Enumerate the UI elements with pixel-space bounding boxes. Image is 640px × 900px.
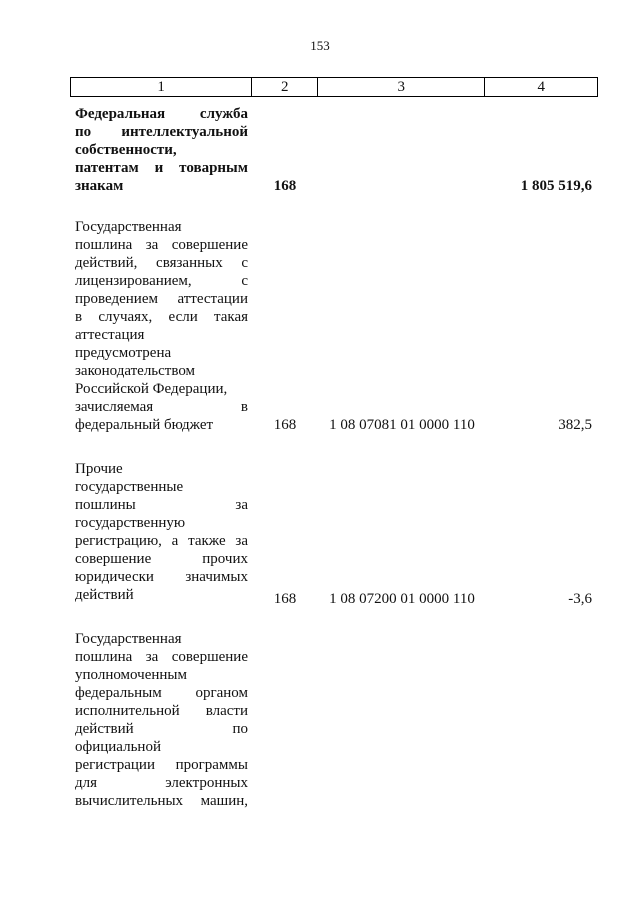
description-line: законодательством [75, 363, 196, 379]
row-number: 168 [273, 178, 297, 194]
description-line: регистрацию, а также за [75, 533, 248, 549]
description-line: зачисляемая в [75, 399, 248, 415]
description-line: знакам [75, 178, 124, 194]
row-code: 1 08 07081 01 0000 110 [329, 417, 475, 433]
row-number: 168 [273, 417, 297, 433]
description-line: Российской Федерации, [75, 381, 228, 397]
description-line: проведением аттестации [75, 291, 248, 307]
description-line: официальной [75, 739, 161, 755]
description-line: Государственная [75, 631, 182, 647]
description-line: уполномоченным [75, 667, 187, 683]
row-description [75, 460, 248, 604]
description-line: лицензированием, с [75, 273, 248, 289]
description-line: исполнительной власти [75, 703, 248, 719]
description-line: федеральный бюджет [75, 417, 214, 433]
description-line: пошлина за совершение [75, 649, 248, 665]
description-line: совершение прочих [75, 551, 248, 567]
description-line: государственные [75, 479, 184, 495]
header-col-4: 4 [537, 78, 545, 95]
page-number: 153 [310, 38, 330, 53]
row-value: -3,6 [568, 591, 592, 607]
row-description [75, 630, 248, 810]
description-line: Государственная [75, 219, 182, 235]
description-line: аттестация [75, 327, 145, 343]
description-line: государственную [75, 515, 186, 531]
description-line: пошлины за [75, 497, 248, 513]
description-line: в случаях, если такая [75, 309, 248, 325]
description-line: собственности, [75, 142, 177, 158]
header-col-1: 1 [71, 78, 252, 96]
description-line: Федеральная служба [75, 106, 248, 122]
description-line: действий [75, 587, 134, 603]
description-line: регистрации программы [75, 757, 248, 773]
row-value: 1 805 519,6 [520, 178, 592, 194]
description-line: юридически значимых [75, 569, 248, 585]
row-description [75, 105, 248, 195]
description-line: действий, связанных с [75, 255, 248, 271]
description-line: по интеллектуальной [75, 124, 248, 140]
description-line: пошлина за совершение [75, 237, 248, 253]
description-line: действий по [75, 721, 248, 737]
description-line: федеральным органом [75, 685, 248, 701]
row-number: 168 [273, 591, 297, 607]
description-line: для электронных [75, 775, 248, 791]
description-line: патентам и товарным [75, 160, 248, 176]
row-code: 1 08 07200 01 0000 110 [329, 591, 475, 607]
description-line: предусмотрена [75, 345, 172, 361]
row-description [75, 218, 248, 434]
header-col-2: 2 [252, 78, 318, 96]
header-col-3: 3 [318, 78, 485, 96]
description-line: вычислительных машин, [75, 793, 248, 809]
description-line: Прочие [75, 461, 123, 477]
row-value: 382,5 [558, 417, 592, 433]
table-header [70, 77, 598, 97]
